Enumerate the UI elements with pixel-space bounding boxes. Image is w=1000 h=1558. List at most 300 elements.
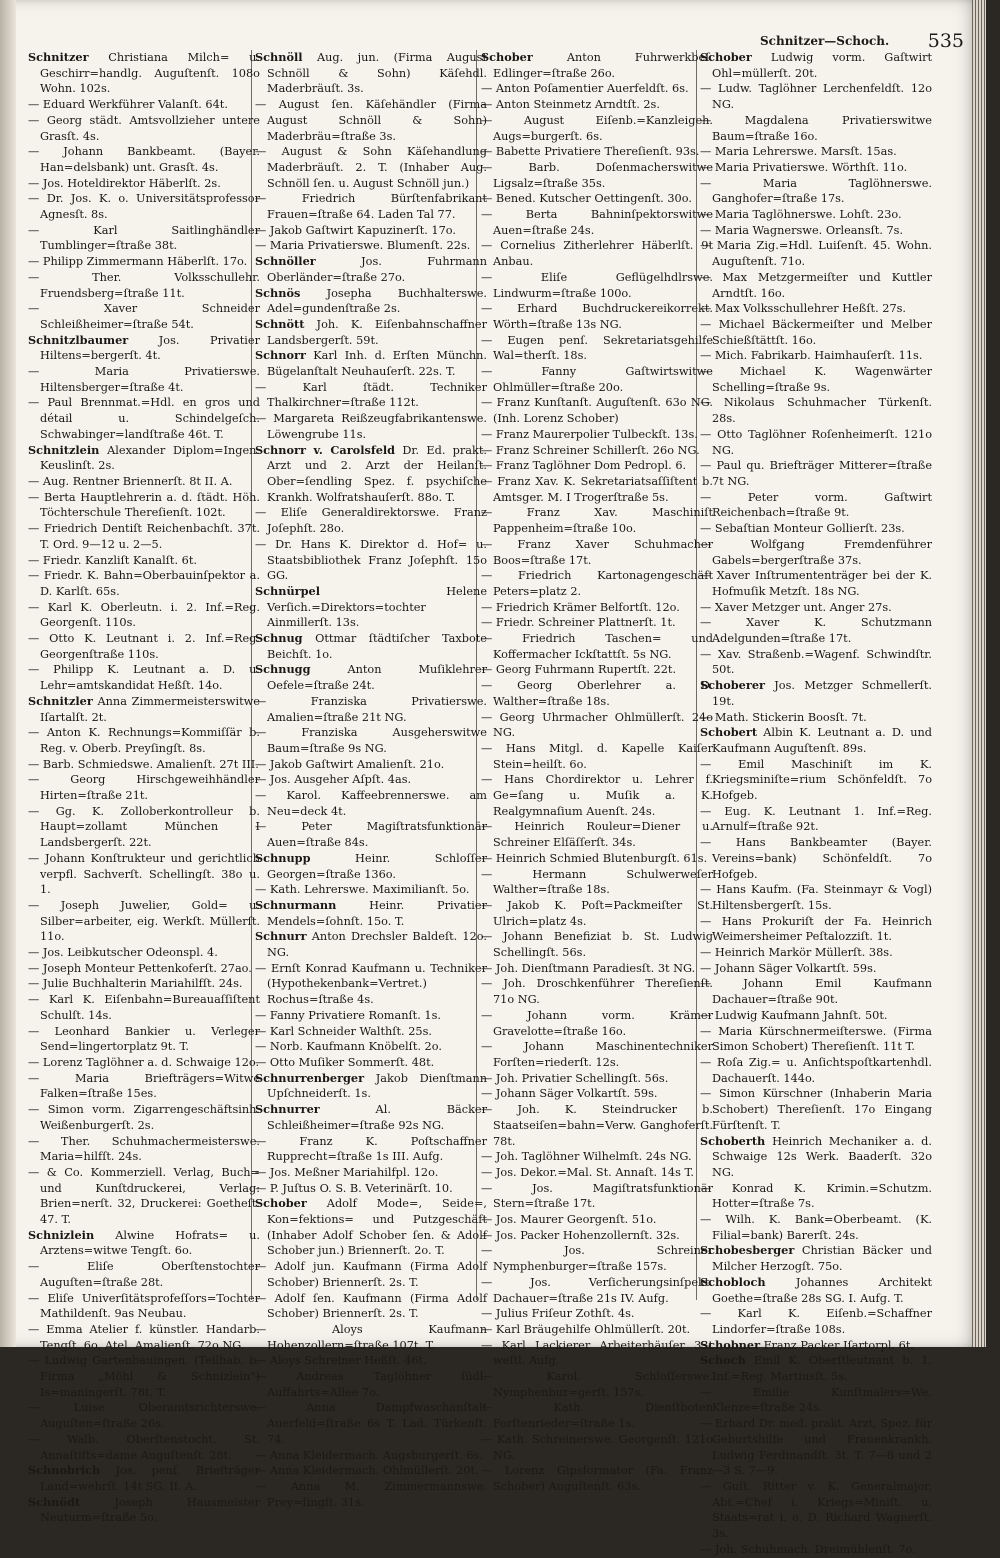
directory-entry [255, 898, 487, 929]
column-1 [28, 50, 261, 1525]
entry-text: Emil Maschiniſt im K. Kriegsminiſte=rium Schönfeldſt. 7o Hofgeb. [712, 757, 932, 803]
directory-entry [700, 395, 932, 426]
entry-text: Maria Briefträgers=Witwe Falken=ſtraße 15es. [40, 1071, 261, 1101]
directory-entry [481, 207, 713, 238]
directory-entry [28, 474, 260, 490]
entry-text: Jos. Leibkutscher Odeonspl. 4. [42, 946, 218, 960]
entry-text: Georg Fuhrmann Rupertſt. 22t. [495, 663, 677, 677]
directory-entry [700, 710, 932, 726]
directory-entry [28, 1102, 260, 1133]
entry-text: Roſa Zig.= u. Anſichtspoſtkartenhdl. Dachauerſt. 144o. [712, 1056, 932, 1085]
directory-entry [481, 1432, 713, 1463]
directory-entry [481, 1086, 713, 1102]
entry-text: Karl ſtädt. Techniker Thalkirchner=ſtraße 112t. [267, 380, 487, 410]
directory-entry [481, 929, 713, 960]
directory-entry [28, 568, 260, 599]
entry-text: August & Sohn Käſehandlung Maderbräuſt. 2. T. (Inhaber Aug. Schnöll ſen. u. August Schnöll jun.) [267, 145, 488, 190]
directory-entry [255, 1039, 487, 1055]
directory-entry [700, 1243, 932, 1274]
entry-surname: Schnitzlein [28, 442, 100, 457]
entry-text: Franz Maurerpolier Tulbeckſt. 13s. [495, 427, 698, 441]
entry-text: Alexander Diplom=Ingen. Keuslinſt. 2s. [40, 443, 261, 473]
directory-entry [481, 615, 713, 631]
directory-entry [255, 819, 487, 850]
entry-text: Johann Emil Kaufmann Dachauer=ſtraße 90t. [712, 977, 932, 1007]
entry-text: Dr. Jos. K. o. Universitätsprofessor Agnesſt. 8s. [40, 192, 261, 222]
entry-text: Franz Taglöhner Dom Pedropl. 6. [495, 459, 687, 473]
directory-entry [255, 929, 487, 960]
directory-entry [255, 788, 487, 819]
entry-text: Paul Brennmat.=Hdl. en gros und détail u. Schindelgeſch. Schwabinger=landſtraße 46t. T. [40, 396, 261, 441]
entry-text: Norb. Kaufmann Knöbelſt. 2o. [269, 1040, 442, 1054]
directory-entry [255, 882, 487, 898]
entry-text: Emil K. Oberſtleutnant b. 1. Inf.=Reg. Martiusſt. 5s. [712, 1354, 933, 1384]
directory-entry [28, 1165, 260, 1228]
entry-text: Otto Taglöhner Roſenheimerſt. 121o NG. [712, 427, 933, 457]
entry-text: Andreas Taglöhner ſüdl. Auffahrts=Allee 7o. [267, 1370, 487, 1399]
entry-text: Barb. Schmiedswe. Amalienſt. 27t III. [42, 757, 259, 771]
entry-surname: Schnött [255, 316, 305, 331]
entry-text: Heinrich Rouleur=Diener u. Schreiner Elſäſſerſt. 34s. [493, 820, 713, 850]
directory-entry [28, 443, 260, 474]
entry-text: Jos. Packer Hohenzollernſt. 32s. [495, 1228, 680, 1242]
entry-text: Babette Privatiere Thereſienſt. 93s. [495, 145, 700, 159]
entry-surname: Schnös [255, 285, 301, 300]
directory-entry [28, 176, 260, 192]
directory-entry [481, 851, 713, 867]
entry-text: Heinr. Privatier Mendels=ſohnſt. 15o. T. [267, 898, 487, 928]
entry-surname: Schnizlein [28, 1227, 95, 1242]
directory-entry [481, 505, 713, 536]
entry-text: Jos. Magiſtratsfunktionär Stern=ſtraße 17t. [493, 1181, 714, 1211]
entry-surname: Schnitzer [28, 50, 89, 64]
directory-entry [28, 1463, 260, 1494]
directory-entry [28, 223, 260, 254]
directory-entry [481, 1275, 713, 1306]
directory-entry [481, 710, 713, 741]
entry-text: Joh. Privatier Schellingſt. 56s. [495, 1071, 669, 1085]
entry-text: Math. Stickerin Boosſt. 7t. [714, 710, 867, 724]
directory-entry [255, 1448, 487, 1464]
directory-entry [255, 1055, 487, 1071]
directory-entry [700, 1055, 932, 1086]
directory-entry [700, 490, 932, 521]
entry-text: Berta Bahninſpektorswitwe Auen=ſtraße 24s. [493, 208, 713, 237]
entry-text: Anna Dampfwaschanſtalt Auerfeld=ſtraße 6s T. Lad. Türkenſt. 74. [267, 1401, 487, 1446]
entry-surname: Schnitzlbaumer [28, 332, 129, 347]
directory-entry [700, 1306, 932, 1337]
entry-text: Franz Kunſtanſt. Auguſtenſt. 63o NG. (Inh. Lorenz Schober) [493, 396, 714, 426]
entry-text: Maria Privatierswe. Blumenſt. 22s. [269, 239, 471, 253]
directory-entry [255, 757, 487, 773]
directory-entry [700, 615, 932, 646]
entry-text: Helene Verſich.=Direktors=tochter Ainmillerſt. 13s. [267, 584, 487, 630]
entry-text: Wilh. K. Bank=Oberbeamt. (K. Filial=bank) Barerſt. 24s. [712, 1213, 932, 1242]
directory-entry [481, 772, 713, 819]
directory-entry [481, 1071, 713, 1087]
entry-surname: Schobner [700, 1337, 761, 1352]
entry-surname: Schnödt [28, 1494, 81, 1509]
directory-entry [255, 1291, 487, 1322]
entry-text: Heinrich Mechaniker a. d. Schwaige 12s Werk. Baaderſt. 32o NG. [712, 1134, 933, 1179]
entry-text: Johann Benefiziat b. St. Ludwig Schellingſt. 56s. [493, 930, 714, 960]
directory-entry [255, 772, 487, 788]
entry-text: Anton Muſiklehrer Oefele=ſtraße 24t. [267, 663, 488, 693]
directory-entry [700, 1385, 932, 1416]
entry-text: Peter Magiſtratsfunktionär Auen=ſtraße 84s. [267, 820, 488, 850]
directory-entry [700, 238, 932, 269]
entry-text: Luise Oberamtsrichterswe. Auguſten=ſtraße 26s. [40, 1401, 261, 1431]
entry-text: August Eiſenb.=Kanzleigeh. Augs=burgerſt. 6s. [493, 113, 713, 143]
entry-text: Max Metzgermeiſter und Kuttler Arndtſt. 16o. [712, 270, 932, 300]
directory-entry [28, 490, 260, 521]
directory-entry [28, 1291, 260, 1322]
column-2 [255, 50, 488, 1509]
directory-entry [481, 1228, 713, 1244]
entry-text: Eduard Werkführer Valanſt. 64t. [42, 98, 228, 112]
entry-text: Fanny Gaſtwirtswitwe Ohlmüller=ſtraße 20o. [493, 365, 713, 394]
entry-text: Peter vorm. Gaſtwirt Reichenbach=ſtraße 9t. [712, 490, 932, 520]
directory-entry [700, 207, 932, 223]
directory-entry [255, 1353, 487, 1369]
directory-entry [481, 1243, 713, 1274]
directory-entry [28, 1228, 260, 1259]
entry-text: Jakob Gaſtwirt Kapuzinerſt. 17o. [269, 223, 456, 237]
directory-entry [700, 1338, 932, 1354]
directory-entry [255, 1102, 487, 1133]
directory-entry [255, 505, 487, 536]
directory-entry [481, 270, 713, 301]
entry-text: Friedrich Dentiſt Reichenbachſt. 37t. T. Ord. 9—12 u. 2—5. [40, 522, 260, 551]
entry-text: Friedr. Schreiner Plattnerſt. 1t. [495, 616, 676, 630]
entry-text: Walb. Oberſtenstocht. St. Annaſtifts=dame Auguſtenſt. 28t. [40, 1432, 261, 1462]
entry-text: Aug. Rentner Briennerſt. 8t II. A. [42, 474, 233, 488]
directory-entry [28, 144, 260, 175]
directory-entry [255, 1071, 487, 1102]
entry-text: Xaver Schneider Schleißheimer=ſtraße 54t. [40, 302, 260, 331]
directory-entry [481, 97, 713, 113]
directory-entry [28, 553, 260, 569]
entry-text: Paul qu. Briefträger Mitterer=ſtraße 7t NG. [712, 459, 933, 488]
entry-text: Eug. K. Leutnant 1. Inf.=Reg. Arnulf=ſtraße 92t. [712, 804, 932, 834]
entry-text: Julius Friſeur Zothſt. 4s. [495, 1307, 635, 1321]
directory-entry [700, 458, 932, 489]
entry-text: Jos. Hoteldirektor Häberlſt. 2s. [42, 176, 221, 190]
entry-text: Anna Zimmermeisterswitwe Iſartalſt. 2t. [40, 694, 260, 724]
entry-text: Kath. Dienſtboten Forſtenrieder=ſtraße 1s. [493, 1401, 714, 1431]
directory-entry [481, 1369, 713, 1400]
entry-text: Maria Taglöhnerswe. Ganghofer=ſtraße 17s. [712, 176, 933, 206]
entry-text: Karl K. Oberleutn. i. 2. Inf.=Reg. Georgenſt. 110s. [40, 600, 260, 630]
page-edge [972, 0, 986, 1347]
entry-text: Maria Privatierswe. Wörthſt. 11o. [714, 160, 908, 174]
entry-text: Xaver Metzger unt. Anger 27s. [714, 600, 892, 614]
directory-entry [28, 301, 260, 332]
entry-text: Emma Atelier f. künstler. Handarb. Tengſt. 6o, Atel. Amalienſt. 72o NG. [40, 1322, 260, 1352]
entry-text: Jos. Metzger Schmellerſt. 19t. [712, 679, 932, 708]
entry-text: Eliſe Univerſitätsprofeſſors=Tochter Mathildenſt. 9as Neubau. [40, 1291, 261, 1321]
directory-entry [255, 1479, 487, 1510]
directory-entry [255, 286, 487, 317]
entry-text: Gg. K. Zolloberkontrolleur b. Haupt=zollamt München I Landsbergerſt. 22t. [40, 804, 260, 850]
entry-text: Ther. Schuhmachermeisterswe. Maria=hilfſt. 24s. [40, 1134, 260, 1164]
directory-entry [255, 1400, 487, 1447]
entry-text: Anton Poſamentier Auerfeldſt. 6s. [495, 82, 689, 96]
entry-text: Jakob K. Poſt=Packmeiſter St. Ulrich=platz 4s. [493, 898, 714, 928]
directory-entry [28, 772, 260, 803]
directory-entry [481, 144, 713, 160]
directory-entry [481, 1039, 713, 1070]
entry-text: Anton Drechsler Baldeſt. 12o. NG. [267, 930, 488, 960]
entry-text: Friedr. K. Bahn=Oberbauinſpektor a. D. Karlſt. 65s. [40, 569, 260, 598]
entry-text: Joh. Schuhmach. Dreimühlenſt. 7o. [714, 1542, 916, 1556]
entry-text: Karl K. Eiſenb.=Schaffner Lindorfer=ſtraße 108s. [712, 1307, 933, 1336]
entry-text: Jos. Maurer Georgenſt. 51o. [495, 1213, 657, 1227]
entry-text: Maria Zig.=Hdl. Luiſenſt. 45. Wohn. Auguſtenſt. 71o. [712, 239, 932, 269]
column-3 [481, 50, 714, 1493]
directory-entry [481, 898, 713, 929]
entry-text: Joh. Dienſtmann Paradiesſt. 3t NG. [495, 961, 696, 975]
directory-entry [255, 1369, 487, 1400]
directory-entry [255, 694, 487, 725]
entry-text: Al. Bäcker Schleißheimer=ſtraße 92s NG. [267, 1103, 488, 1132]
directory-entry [700, 144, 932, 160]
entry-text: Franz Xaver Schuhmacher Boos=ſtraße 17t. [493, 537, 713, 567]
directory-entry [28, 1071, 260, 1102]
entry-text: Otto Muſiker Sommerſt. 48t. [269, 1056, 435, 1069]
directory-entry [28, 992, 260, 1023]
directory-entry [700, 1134, 932, 1181]
entry-text: Max Volksschullehrer Heßſt. 27s. [714, 302, 907, 316]
directory-entry [700, 757, 932, 804]
entry-surname: Schnorr [255, 348, 306, 363]
directory-entry [255, 1463, 487, 1479]
directory-entry [28, 961, 260, 977]
entry-text: Hans Chordirektor u. Lehrer f. Ge=ſang u. Muſik a. K. Realgymnaſium Auenſt. 24s. [493, 773, 713, 818]
directory-entry [700, 1353, 932, 1384]
directory-entry [481, 191, 713, 207]
directory-entry [28, 364, 260, 395]
entry-text: Friedrich Kartonagengeschäft Peters=platz 2. [493, 569, 714, 598]
entry-text: Albin K. Leutnant a. D. und Kaufmann Auguſtenſt. 89s. [712, 726, 932, 755]
directory-entry [481, 427, 713, 443]
directory-entry [700, 160, 932, 176]
entry-text: Xaver K. Schutzmann Adelgunden=ſtraße 17t. [712, 616, 932, 646]
entry-text: Ther. Volksschullehr. Fruendsberg=ſtraße 11t. [40, 270, 260, 300]
entry-text: Hans Mitgl. d. Kapelle Kaiſer Stein=heilſt. 6o. [493, 741, 714, 771]
entry-surname: Schnurmann [255, 897, 337, 912]
directory-entry [700, 804, 932, 835]
directory-entry [700, 317, 932, 348]
entry-text: Magdalena Privatierswitwe Baum=ſtraße 16o. [712, 113, 932, 143]
entry-text: Karl Saitlinghändler Tumblinger=ſtraße 38t. [40, 223, 260, 253]
directory-entry [255, 537, 487, 584]
entry-text: Ludwig vorm. Gaſtwirt Ohl=müllerſt. 20t. [712, 51, 933, 80]
directory-entry [255, 348, 487, 379]
entry-text: Johann Säger Volkartſt. 59s. [714, 961, 877, 975]
directory-entry [481, 961, 713, 977]
entry-text: Xav. Straßenb.=Wagenf. Schwindſtr. 50t. [712, 647, 932, 677]
entry-text: Joseph Monteur Pettenkoferſt. 27ao. [42, 961, 252, 975]
entry-text: Nikolaus Schuhmacher Türkenſt. 28s. [712, 396, 932, 426]
entry-text: Berta Hauptlehrerin a. d. ſtädt. Höh. Töchterschule Thereſienſt. 102t. [40, 490, 261, 520]
directory-entry [255, 1008, 487, 1024]
entry-text: Aug. jun. (Firma August Schnöll & Sohn) Käſehdl. Maderbräuſt. 3s. [267, 51, 487, 96]
directory-entry [700, 961, 932, 977]
directory-entry [481, 662, 713, 678]
entry-text: Jos. Dekor.=Mal. St. Annaſt. 14s T. [495, 1165, 694, 1179]
entry-text: & Co. Kommerziell. Verlag, Buch= und Kunſtdruckerei, Verlag: Brien=nerſt. 32, Druckerei: Goetheſt. 47. T. [40, 1165, 261, 1227]
entry-text: Konrad K. Krimin.=Schutzm. Hotter=ſtraße 7s. [712, 1181, 932, 1211]
directory-entry [700, 176, 932, 207]
entry-text: Guſt. Ritter v. K. Generalmajor, Abt.=Chef i. Kriegs=Miniſt. u. Staats=rat i. o. D. Richard Wagnerſt. 3s. [712, 1479, 933, 1541]
directory-entry [700, 1024, 932, 1055]
entry-text: Lorenz Gipsformator (Fa. Franz Schober) Auguſtenſt. 63s. [493, 1464, 713, 1493]
directory-entry [255, 1322, 487, 1353]
entry-text: Anna Kleidermach. Augsburgerſt. 6s. [269, 1448, 483, 1462]
entry-surname: Schnürpel [255, 583, 321, 598]
directory-entry [481, 160, 713, 191]
directory-entry [28, 662, 260, 693]
directory-entry [481, 1212, 713, 1228]
directory-entry [255, 191, 487, 222]
entry-surname: Schober [481, 50, 533, 64]
directory-entry [700, 1212, 932, 1243]
directory-entry [255, 254, 487, 285]
directory-entry [255, 443, 487, 506]
directory-entry [28, 1055, 260, 1071]
directory-entry [700, 1181, 932, 1212]
entry-text: Simon vorm. Zigarrengeschäftsinh. Weißenburgerſt. 2s. [40, 1103, 260, 1132]
directory-entry [255, 380, 487, 411]
directory-entry [481, 1322, 713, 1338]
entry-text: Jos. Schreiner Nymphenburger=ſtraße 157s. [493, 1244, 714, 1274]
entry-text: Heinr. Schloſſer Georgen=ſtraße 136o. [267, 851, 487, 881]
entry-text: Bened. Kutscher Oettingenſt. 30o. [495, 192, 692, 206]
directory-entry [28, 395, 260, 442]
directory-entry [481, 1400, 713, 1431]
entry-surname: Schnöller [255, 254, 316, 269]
entry-surname: Schnorr v. Carolsfeld [255, 442, 396, 457]
directory-entry [700, 537, 932, 568]
entry-text: Joseph Juwelier, Gold= u. Silber=arbeiter, eig. Werkſt. Müllerſt. 11o. [40, 898, 260, 944]
directory-entry [255, 631, 487, 662]
directory-entry [481, 1306, 713, 1322]
entry-text: Johann Maschinentechniker Forſten=riederſt. 12s. [493, 1040, 714, 1069]
directory-entry [481, 741, 713, 772]
entry-text: Heinrich Markör Müllerſt. 38s. [714, 946, 893, 960]
column-4 [700, 50, 933, 1556]
directory-entry [28, 97, 260, 113]
directory-entry [28, 1322, 260, 1353]
entry-text: Franziska Privatierswe. Amalien=ſtraße 21t NG. [267, 694, 488, 724]
entry-text: Joh. K. Steindrucker b. Staatseiſen=bahn=Verw. Ganghoferſt. 78t. [493, 1103, 714, 1148]
entry-text: Jos. Fuhrmann Oberländer=ſtraße 27o. [267, 255, 487, 284]
directory-entry [700, 427, 932, 458]
directory-entry [481, 819, 713, 850]
entry-text: Franz Schreiner Schillerſt. 26o NG. [495, 443, 700, 457]
directory-entry [28, 113, 260, 144]
entry-text: Fanny Privatiere Romanſt. 1s. [269, 1008, 441, 1022]
directory-entry [28, 254, 260, 270]
entry-text: Adolf jun. Kaufmann (Firma Adolf Schober) Briennerſt. 2s. T. [267, 1260, 487, 1289]
directory-entry [255, 662, 487, 693]
directory-entry [700, 521, 932, 537]
entry-text: Friedrich Taschen= und Koffermacher Ickſtattſt. 5s NG. [493, 632, 714, 661]
directory-entry [700, 678, 932, 709]
entry-text: Anton Steinmetz Arndtſt. 2s. [495, 98, 660, 112]
entry-text: Ludwig Gartenbauingen. (Teilhab. b. Firma „Möhl & Schnizlein") Is=maningerſt. 78t. T. [40, 1354, 260, 1399]
directory-entry [28, 1134, 260, 1165]
entry-surname: Schoch [700, 1353, 746, 1368]
directory-entry [255, 584, 487, 631]
directory-entry [481, 333, 713, 364]
entry-text: Ludwig Kaufmann Jahnſt. 50t. [714, 1008, 888, 1022]
entry-text: Philipp Zimmermann Häberlſt. 17o. [42, 255, 248, 269]
entry-text: Karl K. Eiſenbahn=Bureauaſſiſtent Schulſt. 14s. [40, 993, 261, 1022]
running-head: Schnitzer—Schoch. [760, 34, 890, 48]
directory-entry [700, 976, 932, 1007]
directory-entry [481, 238, 713, 269]
entry-text: Hans Kaufm. (Fa. Steinmayr & Vogl) Hiltensbergerſt. 15s. [712, 883, 932, 912]
entry-text: Kath. Schreinerswe. Georgenſt. 121o NG. [493, 1432, 714, 1462]
entry-text: Margareta Reißzeugfabrikantenswe. Löwengrube 11s. [267, 412, 487, 441]
entry-text: Maria Kürschnermeiſterswe. (Firma Simon Schobert) Thereſienſt. 11t T. [712, 1024, 932, 1054]
directory-entry [255, 50, 487, 97]
entry-text: Karl Bräugehilfe Ohlmüllerſt. 20t. [495, 1322, 691, 1336]
directory-entry [28, 333, 260, 364]
directory-entry [700, 882, 932, 913]
directory-entry [481, 678, 713, 709]
directory-entry [700, 364, 932, 395]
directory-entry [255, 97, 487, 144]
entry-text: Friedrich Bürſtenfabrikant Frauen=ſtraße 64. Laden Tal 77. [267, 192, 487, 222]
entry-text: Franz Xav. Maschiniſt Pappenheim=ſtraße 10o. [493, 506, 713, 536]
directory-entry [255, 317, 487, 348]
entry-text: Hermann Schulwerweſer Walther=ſtraße 18s. [493, 867, 713, 897]
directory-entry [481, 631, 713, 662]
entry-text: Georg städt. Amtsvollzieher untere Grasſt. 4s. [40, 113, 260, 143]
directory-entry [700, 223, 932, 239]
entry-surname: Schnugg [255, 662, 311, 677]
entry-text: Maria Lehrerswe. Marsſt. 15as. [714, 145, 897, 159]
directory-entry [28, 521, 260, 552]
entry-text: Jos. Meßner Mariahilfpl. 12o. [269, 1165, 439, 1179]
entry-text: Barb. Doſenmacherswitwe Ligsalz=ſtraße 35s. [493, 160, 714, 190]
directory-entry [255, 238, 487, 254]
entry-text: Julie Buchhalterin Mariahilfſt. 24s. [42, 977, 243, 991]
entry-text: Eliſe Generaldirektorswe. Franz Joſephſt. 28o. [267, 506, 488, 536]
entry-text: Hans Prokuriſt der Fa. Heinrich Weimersheimer Peſtalozziſt. 1t. [712, 914, 932, 944]
entry-text: Ottmar ſtädtiſcher Taxbote Beichſt. 1o. [267, 632, 487, 661]
directory-entry [255, 1134, 487, 1165]
directory-entry [481, 301, 713, 332]
entry-surname: Schobesberger [700, 1243, 795, 1258]
directory-entry [481, 1008, 713, 1039]
directory-entry [481, 976, 713, 1007]
entry-text: Georg Uhrmacher Ohlmüllerſt. 24o NG. [493, 710, 714, 740]
directory-entry [481, 600, 713, 616]
directory-entry [28, 1259, 260, 1290]
directory-entry [481, 395, 713, 426]
directory-entry [481, 474, 713, 505]
directory-entry [28, 725, 260, 756]
entry-text: Jos. Ausgeher Aſpſt. 4as. [269, 773, 412, 787]
directory-entry [255, 1196, 487, 1259]
directory-entry [481, 81, 713, 97]
entry-surname: Schnitzler [28, 693, 93, 708]
entry-text: Otto K. Leutnant i. 2. Inf.=Reg. Georgenſtraße 110s. [40, 632, 260, 661]
